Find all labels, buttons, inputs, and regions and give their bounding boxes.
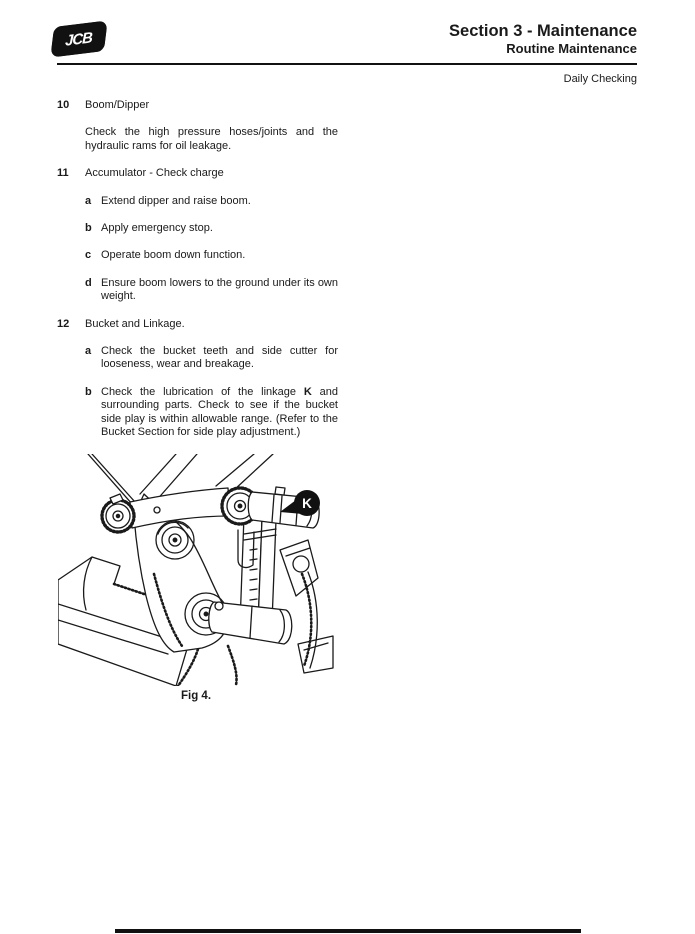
sub-item-letter: b [85,222,92,235]
item-label: Accumulator - Check charge [85,167,224,180]
page-topic: Daily Checking [563,73,637,86]
sub-item-letter: a [85,194,92,207]
linkage-drawing [58,454,334,686]
sub-item-11d [85,277,338,304]
item-number: 12 [57,317,70,330]
sub-item-11a [85,195,338,208]
sub-item-letter: d [85,276,92,289]
list-item-11 [57,167,338,180]
sub-item-letter: c [85,249,92,262]
sub-item-text: Operate boom down function. [101,249,246,262]
item-10-paragraph: Check the high pressure hoses/joints and the hydraulic rams for oil leakage. [85,126,338,152]
jcb-logo-text: JCB [65,28,93,50]
footer-scan-bar [115,929,581,933]
drawing-bracket [280,540,333,673]
sub-item-11b [85,222,338,235]
item-number: 11 [57,167,69,180]
sub-item-text [101,386,338,440]
list-item-10 [57,99,338,112]
item-number: 10 [57,99,70,112]
linkage-ref-k: K [303,385,312,398]
subsection-title: Routine Maintenance [506,41,637,57]
sub-item-text-after: and surrounding parts. Check to see if the bucket side play is within allowable range. (Refer to the Bucket Section for side play adjustment.) [101,385,338,439]
page-header [0,0,695,85]
sub-item-text: Extend dipper and raise boom. [101,194,251,207]
drawing-lower-pin [209,602,292,685]
item-label: Bucket and Linkage. [85,317,185,330]
callout-k-label: K [302,495,312,511]
sub-item-text: Check the bucket teeth and side cutter for looseness, wear and breakage. [101,345,338,371]
figure-caption: Fig 4. [180,689,212,702]
header-rule [57,63,637,65]
maintenance-list [57,99,338,440]
sub-item-12a [85,345,338,372]
sub-item-letter: a [85,345,92,358]
sub-item-12b [85,386,338,440]
list-item-12 [57,318,338,331]
sub-item-text-before: Check the lubrication of the linkage [101,385,304,398]
sub-item-11c [85,249,338,262]
figure-4 [58,454,334,702]
sub-item-letter: b [85,385,92,398]
sub-item-text: Ensure boom lowers to the ground under its own weight. [101,276,338,303]
section-title: Section 3 - Maintenance [449,22,637,40]
item-label: Boom/Dipper [85,99,150,112]
sub-item-text: Apply emergency stop. [101,222,213,235]
